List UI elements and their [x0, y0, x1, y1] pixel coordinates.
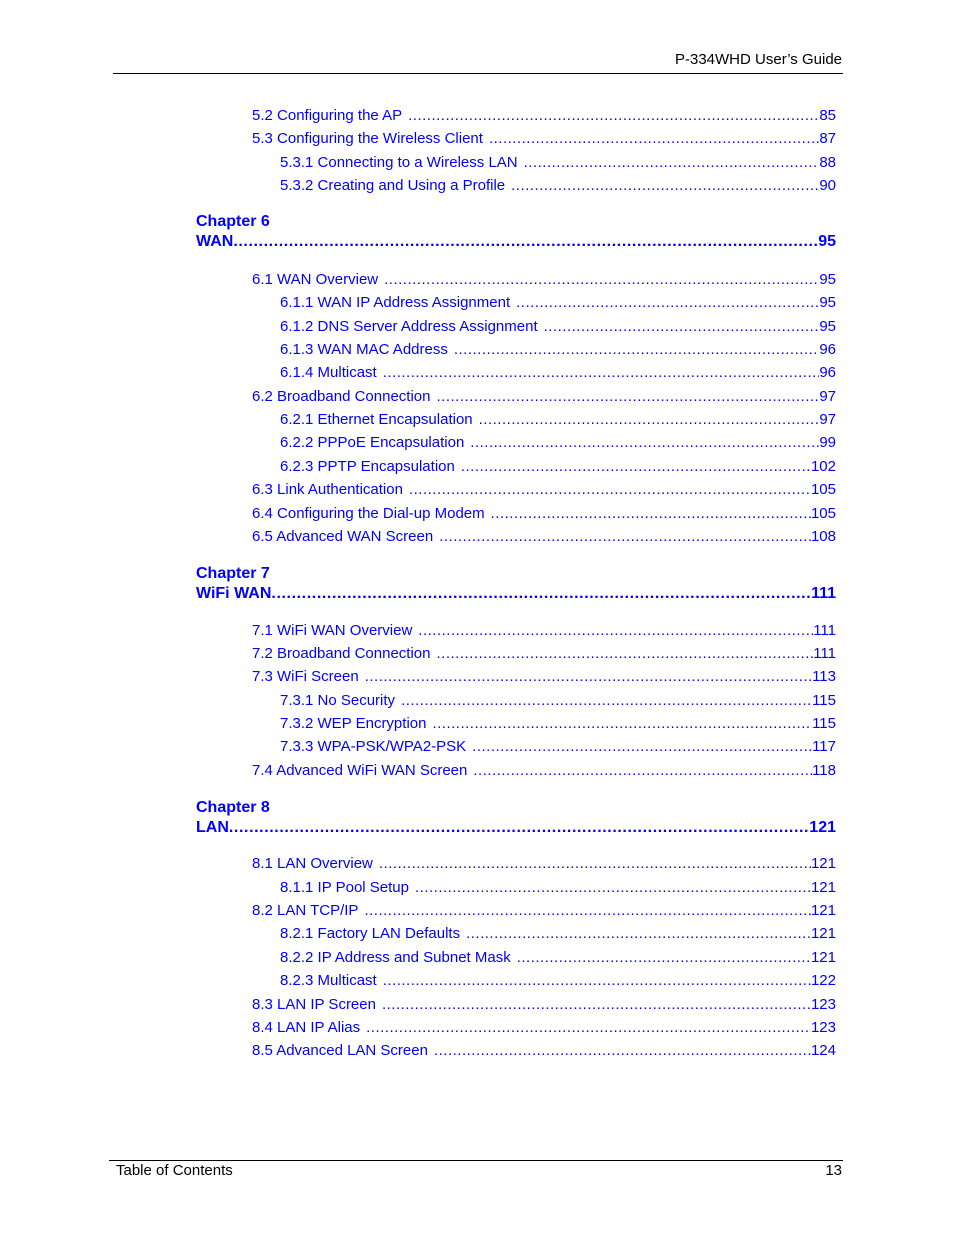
dot-leader [382, 996, 811, 1014]
toc-entry-label: 8.2 LAN TCP/IP [252, 902, 359, 919]
toc-entry[interactable] [280, 341, 836, 359]
dot-leader [491, 505, 811, 523]
footer-section: Table of Contents [116, 1162, 233, 1179]
toc-entry[interactable] [252, 528, 836, 546]
toc-entry-page: 115 [812, 715, 836, 732]
toc-entry-label: 7.3.1 No Security [280, 692, 396, 709]
dot-leader [364, 902, 811, 920]
toc-entry[interactable] [280, 715, 836, 733]
dot-leader [229, 819, 809, 837]
toc-entry[interactable] [280, 738, 836, 756]
toc-entry-page: 95 [819, 294, 836, 311]
toc-entry-page: 111 [813, 622, 836, 639]
toc-entry[interactable] [280, 692, 836, 710]
toc-entry-page: 118 [812, 762, 836, 779]
chapter-label: Chapter 8 [196, 799, 270, 816]
toc-entry[interactable] [280, 925, 836, 943]
toc-entry-label: 8.1.1 IP Pool Setup [280, 879, 409, 896]
chapter-title-text: LAN [196, 819, 229, 836]
toc-entry-page: 121 [810, 949, 836, 966]
toc-entry[interactable] [280, 949, 836, 967]
toc-entry-page: 111 [813, 645, 836, 662]
dot-leader [436, 645, 813, 663]
toc-entry-page: 96 [819, 364, 836, 381]
dot-leader [489, 130, 819, 148]
toc-entry-page: 105 [810, 481, 836, 498]
toc-entry-label: 8.2.1 Factory LAN Defaults [280, 925, 461, 942]
toc-entry-label: 6.1.4 Multicast [280, 364, 377, 381]
toc-entry-label: 7.4 Advanced WiFi WAN Screen [252, 762, 468, 779]
dot-leader [384, 271, 819, 289]
toc-entry-page: 121 [810, 855, 836, 872]
toc-entry-label: 6.5 Advanced WAN Screen [252, 528, 434, 545]
dot-leader [418, 622, 813, 640]
toc-entry[interactable] [252, 1019, 836, 1037]
toc-entry-label: 8.3 LAN IP Screen [252, 996, 376, 1013]
toc-entry-page: 96 [819, 341, 836, 358]
toc-entry-page: 115 [812, 692, 836, 709]
dot-leader [473, 762, 812, 780]
dot-leader [383, 972, 811, 990]
toc-entry-page: 113 [812, 668, 836, 685]
toc-entry[interactable] [252, 762, 836, 780]
toc-entry[interactable] [252, 622, 836, 640]
dot-leader [466, 925, 811, 943]
chapter-label: Chapter 6 [196, 213, 270, 230]
toc-entry-page: 97 [819, 388, 836, 405]
toc-entry-page: 95 [819, 318, 836, 335]
toc-entry[interactable] [280, 411, 836, 429]
toc-entry[interactable] [280, 458, 836, 476]
toc-entry[interactable] [252, 855, 836, 873]
toc-entry[interactable] [280, 294, 836, 312]
toc-entry[interactable] [252, 271, 836, 289]
dot-leader [408, 107, 819, 125]
toc-entry-label: 7.2 Broadband Connection [252, 645, 431, 662]
toc-entry-label: 7.3 WiFi Screen [252, 668, 359, 685]
toc-entry-label: 8.1 LAN Overview [252, 855, 373, 872]
toc-entry-label: 5.3.2 Creating and Using a Profile [280, 177, 506, 194]
page-number: 13 [825, 1162, 842, 1179]
toc-entry-label: 6.1.3 WAN MAC Address [280, 341, 448, 358]
dot-leader [470, 434, 819, 452]
toc-entry-page: 97 [819, 411, 836, 428]
toc-entry-label: 5.3.1 Connecting to a Wireless LAN [280, 154, 518, 171]
toc-entry-page: 105 [810, 505, 836, 522]
dot-leader [366, 1019, 811, 1037]
toc-entry[interactable] [252, 481, 836, 499]
dot-leader [436, 388, 819, 406]
toc-entry-label: 8.2.3 Multicast [280, 972, 377, 989]
toc-entry[interactable] [252, 388, 836, 406]
dot-leader [401, 692, 812, 710]
chapter-title-text: WiFi WAN [196, 585, 272, 602]
toc-entry[interactable] [280, 177, 836, 195]
dot-leader [383, 364, 820, 382]
toc-entry-label: 6.3 Link Authentication [252, 481, 403, 498]
dot-leader [365, 668, 812, 686]
dot-leader [479, 411, 820, 429]
guide-title: P-334WHD User’s Guide [675, 51, 842, 68]
chapter-label: Chapter 7 [196, 565, 270, 582]
toc-entry-label: 6.1 WAN Overview [252, 271, 379, 288]
dot-leader [233, 233, 818, 251]
toc-entry[interactable] [280, 154, 836, 172]
toc-entry-label: 8.4 LAN IP Alias [252, 1019, 361, 1036]
toc-entry[interactable] [280, 318, 836, 336]
toc-entry-page: 121 [810, 925, 836, 942]
toc-entry-label: 6.2.1 Ethernet Encapsulation [280, 411, 473, 428]
toc-entry-page: 85 [819, 107, 836, 124]
toc-entry-label: 8.2.2 IP Address and Subnet Mask [280, 949, 511, 966]
toc-entry-page: 90 [819, 177, 836, 194]
toc-entry-page: 121 [810, 879, 836, 896]
toc-entry-page: 102 [810, 458, 836, 475]
toc-entry-page: 88 [819, 154, 836, 171]
toc-entry[interactable] [252, 505, 836, 523]
toc-entry[interactable] [280, 434, 836, 452]
dot-leader [516, 294, 819, 312]
dot-leader [271, 585, 811, 603]
toc-entry-label: 6.2 Broadband Connection [252, 388, 431, 405]
toc-entry-label: 8.5 Advanced LAN Screen [252, 1042, 428, 1059]
toc-entry-label: 7.3.2 WEP Encryption [280, 715, 427, 732]
toc-entry-page: 87 [819, 130, 836, 147]
toc-entry-page: 124 [810, 1042, 836, 1059]
toc-entry[interactable] [280, 879, 836, 897]
toc-entry[interactable] [252, 902, 836, 920]
toc-entry-page: 95 [819, 271, 836, 288]
toc-entry-page: 108 [810, 528, 836, 545]
dot-leader [472, 738, 812, 756]
dot-leader [461, 458, 811, 476]
toc-entry-label: 6.1.1 WAN IP Address Assignment [280, 294, 511, 311]
toc-entry-label: 6.2.2 PPPoE Encapsulation [280, 434, 465, 451]
dot-leader [524, 154, 820, 172]
toc-entry-label: 6.4 Configuring the Dial-up Modem [252, 505, 485, 522]
toc-entry-label: 5.2 Configuring the AP [252, 107, 403, 124]
dot-leader [434, 1042, 811, 1060]
footer-rule [109, 1160, 843, 1161]
toc-entry-label: 7.3.3 WPA-PSK/WPA2-PSK [280, 738, 467, 755]
chapter-title[interactable] [196, 233, 836, 251]
chapter-page: 121 [809, 819, 836, 836]
toc-entry-page: 121 [810, 902, 836, 919]
toc-entry-label: 7.1 WiFi WAN Overview [252, 622, 413, 639]
toc-entry[interactable] [280, 364, 836, 382]
dot-leader [454, 341, 819, 359]
toc-entry[interactable] [252, 645, 836, 663]
chapter-page: 95 [818, 233, 836, 250]
toc-entry[interactable] [252, 130, 836, 148]
toc-entry-page: 122 [810, 972, 836, 989]
toc-entry[interactable] [252, 996, 836, 1014]
dot-leader [415, 879, 811, 897]
toc-entry[interactable] [280, 972, 836, 990]
toc-entry-page: 99 [819, 434, 836, 451]
dot-leader [511, 177, 819, 195]
toc-entry[interactable] [252, 1042, 836, 1060]
toc-entry-page: 123 [810, 996, 836, 1013]
dot-leader [409, 481, 811, 499]
chapter-page: 111 [811, 585, 836, 602]
chapter-title-text: WAN [196, 233, 234, 250]
toc-entry[interactable] [252, 668, 836, 686]
dot-leader [439, 528, 811, 546]
dot-leader [544, 318, 820, 336]
dot-leader [432, 715, 812, 733]
toc-entry[interactable] [252, 107, 836, 125]
toc-entry-page: 117 [812, 738, 836, 755]
chapter-title[interactable] [196, 819, 836, 837]
chapter-title[interactable] [196, 585, 836, 603]
toc-entry-label: 6.2.3 PPTP Encapsulation [280, 458, 455, 475]
toc-entry-label: 6.1.2 DNS Server Address Assignment [280, 318, 538, 335]
toc-entry-page: 123 [810, 1019, 836, 1036]
dot-leader [379, 855, 811, 873]
header-rule [113, 73, 843, 74]
toc-entry-label: 5.3 Configuring the Wireless Client [252, 130, 483, 147]
dot-leader [517, 949, 811, 967]
